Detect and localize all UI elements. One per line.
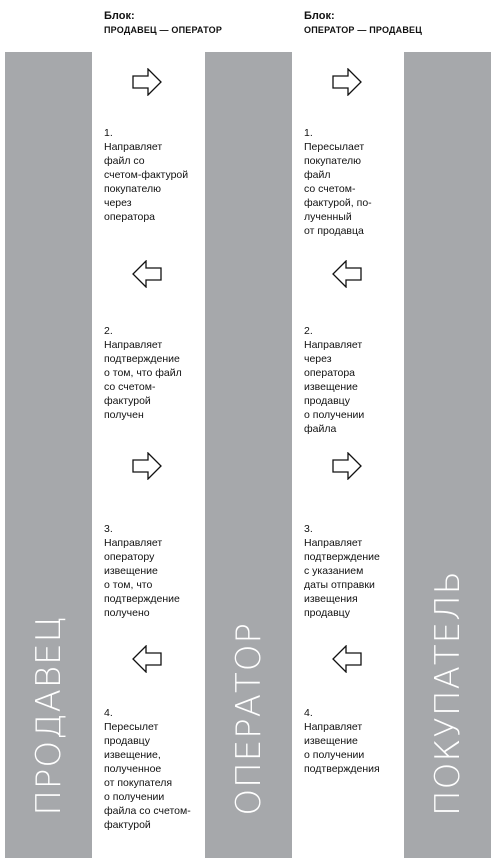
step-number: 3. (104, 523, 113, 535)
left-step-4 (104, 692, 204, 832)
step-number: 2. (104, 325, 113, 337)
step-number: 4. (304, 707, 313, 719)
buyer-label: ПОКУПАТЕЛЬ (427, 570, 468, 816)
arrow-left-icon (332, 645, 362, 673)
arrow-left-icon (132, 260, 162, 288)
step-number: 4. (104, 707, 113, 719)
arrow-right-icon (132, 452, 162, 480)
right-step-4 (304, 692, 404, 776)
step-text: Пересылет продавцу извещение, полученное от покупателя о получении файла со счетом- фактурой (104, 721, 191, 831)
seller-band (5, 52, 92, 858)
step-number: 2. (304, 325, 313, 337)
arrow-right-icon (132, 68, 162, 96)
step-text: Направляет оператору извещение о том, что подтверждение получено (104, 537, 180, 619)
step-number: 1. (104, 127, 113, 139)
arrow-left-icon (132, 645, 162, 673)
right-step-3 (304, 508, 404, 620)
left-step-3 (104, 508, 204, 620)
right-step-2 (304, 310, 404, 436)
block-subtitle: ОПЕРАТОР — ПРОДАВЕЦ (304, 25, 423, 35)
block-header-operator-buyer (304, 8, 422, 36)
step-text: Направляет извещение о получении подтверждения (304, 721, 380, 775)
step-number: 1. (304, 127, 313, 139)
arrow-right-icon (332, 452, 362, 480)
block-title: Блок: (304, 10, 335, 22)
block-header-seller-operator (104, 8, 222, 36)
block-title: Блок: (104, 10, 135, 22)
step-number: 3. (304, 523, 313, 535)
left-step-1 (104, 112, 204, 224)
operator-band (205, 52, 292, 858)
arrow-right-icon (332, 68, 362, 96)
step-text: Пересылает покупателю файл со счетом- фактурой, по- лученный от продавца (304, 141, 372, 237)
step-text: Направляет файл со счетом-фактурой покупателю через оператора (104, 141, 189, 223)
seller-label: ПРОДАВЕЦ (28, 615, 69, 816)
left-step-2 (104, 310, 204, 422)
step-text: Направляет подтверждение о том, что файл со счетом- фактурой получен (104, 339, 182, 421)
step-text: Направляет через оператора извещение продавцу о получении файла (304, 339, 365, 435)
right-step-1 (304, 112, 404, 238)
operator-label: ОПЕРАТОР (228, 622, 269, 816)
block-subtitle: ПРОДАВЕЦ — ОПЕРАТОР (104, 25, 223, 35)
step-text: Направляет подтверждение с указанием даты отправки извещения продавцу (304, 537, 380, 619)
arrow-left-icon (332, 260, 362, 288)
buyer-band (404, 52, 491, 858)
